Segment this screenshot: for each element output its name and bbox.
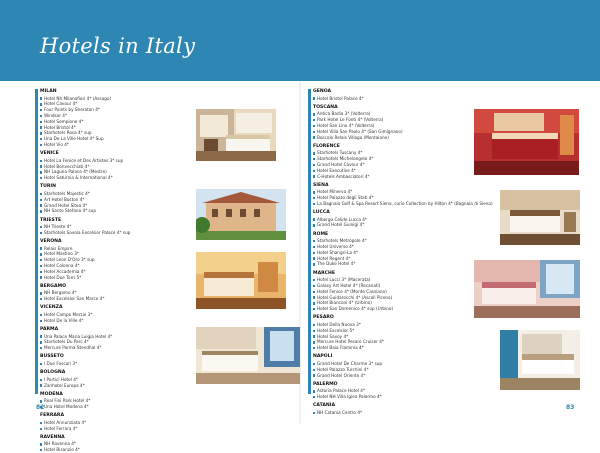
bullet-icon bbox=[40, 449, 42, 451]
bullet-icon bbox=[313, 203, 315, 205]
hotel-name: Grand Hotel Sitea 4* bbox=[43, 202, 88, 208]
bullet-icon bbox=[40, 271, 42, 273]
bullet-icon bbox=[313, 308, 315, 310]
hotel-name: Hotel Leon D'Oro 3* sup bbox=[43, 257, 95, 263]
hotel-name: NH Santo Stefano 4* sup bbox=[43, 208, 97, 214]
hotel-name: Zanhotel Europa 4* bbox=[43, 382, 85, 388]
hotel-photo-villa-exterior bbox=[196, 189, 286, 240]
hotel-list-item bbox=[313, 345, 463, 351]
hotel-name: Windsor 4* bbox=[43, 112, 68, 118]
hotel-name: Una Palace Maria Luigia Hotel 4* bbox=[43, 333, 113, 339]
hotel-name: Hotel Palazzo degli Stati 4* bbox=[316, 195, 374, 201]
hotel-list-item bbox=[313, 222, 463, 228]
city-heading: CATANIA bbox=[313, 403, 336, 409]
hotel-list-item bbox=[40, 275, 198, 281]
hotel-name: Boscolo Relais Villaga (Montaione) bbox=[316, 134, 389, 140]
hotel-photo-bright-room bbox=[500, 330, 580, 390]
city-heading: ROME bbox=[313, 231, 329, 237]
hotel-list-item bbox=[313, 174, 463, 180]
bullet-icon bbox=[313, 335, 315, 337]
bullet-icon bbox=[40, 126, 42, 128]
bullet-icon bbox=[313, 131, 315, 133]
hotel-name: Hotel Bristol Palace 4* bbox=[316, 95, 364, 101]
hotel-name: Hotel Saturnia & International 4* bbox=[43, 175, 113, 181]
hotel-name: Mercure Parma Stendhal 4* bbox=[43, 345, 102, 351]
bullet-icon bbox=[313, 136, 315, 138]
page-title: Hotels in Italy bbox=[40, 34, 196, 58]
city-heading: GENOA bbox=[313, 89, 332, 94]
bullet-icon bbox=[313, 330, 315, 332]
hotel-name: Una De La Ville Hotel 4* Sup bbox=[43, 136, 104, 142]
bullet-icon bbox=[40, 265, 42, 267]
hotel-name: Starhotels Metropole 4* bbox=[316, 238, 367, 244]
hotel-list-item bbox=[40, 142, 198, 148]
hotel-photo-warm-room bbox=[196, 252, 286, 309]
left-accent-bar bbox=[35, 89, 38, 394]
bullet-icon bbox=[40, 341, 42, 343]
city-heading: TOSCANA bbox=[313, 104, 338, 110]
bullet-icon bbox=[40, 379, 42, 381]
bullet-icon bbox=[313, 170, 315, 172]
hotel-name: Art Hotel Boston 4* bbox=[43, 196, 85, 202]
hotel-list-item bbox=[313, 410, 463, 416]
hotel-name: Hotel Savoy 4* bbox=[316, 333, 349, 339]
hotel-name: Hotel Sempione 4* bbox=[43, 118, 84, 124]
bullet-icon bbox=[313, 152, 315, 154]
hotel-name: Starhotels Tuscany 4* bbox=[316, 150, 363, 156]
bullet-icon bbox=[313, 224, 315, 226]
bullet-icon bbox=[40, 226, 42, 228]
bullet-icon bbox=[313, 197, 315, 199]
hotel-photo-classic-room bbox=[500, 190, 580, 245]
bullet-icon bbox=[40, 171, 42, 173]
bullet-icon bbox=[40, 177, 42, 179]
bullet-icon bbox=[313, 175, 315, 177]
hotel-name: Hotel Lucci 3* (Macerata) bbox=[316, 277, 371, 283]
hotel-list-item bbox=[313, 135, 463, 141]
hotel-name: Hotel San Domenico 4* sup (Urbino) bbox=[316, 306, 394, 312]
hotel-name: C-Hotels Ambasciatori 4* bbox=[316, 173, 370, 179]
hotel-name: Hotel Della Nuova 3* bbox=[316, 322, 361, 327]
hotel-name: Hotel Excelsior 5* bbox=[316, 327, 355, 333]
bullet-icon bbox=[40, 160, 42, 162]
hotel-name: Una Hotel Modena 4* bbox=[43, 404, 89, 410]
hotel-name: Hotel Palazzo Turchini 4* bbox=[316, 366, 369, 372]
hotel-name: Hotel Bisanzio 4* bbox=[43, 447, 80, 453]
bullet-icon bbox=[40, 204, 42, 206]
bullet-icon bbox=[313, 158, 315, 160]
bullet-icon bbox=[40, 298, 42, 300]
hotel-name: Hotel Minerva 4* bbox=[316, 189, 353, 195]
hotel-name: Starhotels Savoia Excelsior Palace 4* sup bbox=[43, 229, 131, 235]
bullet-icon bbox=[40, 320, 42, 322]
hotel-name: I Due Foscari 3* bbox=[43, 360, 78, 366]
hotel-list-item bbox=[313, 306, 463, 312]
hotel-name: Hotel San Lino 4* (Volterra) bbox=[316, 122, 375, 128]
hotel-name: NH Ravenna 4* bbox=[43, 441, 76, 447]
bullet-icon bbox=[40, 253, 42, 255]
hotel-name: Hotel Shangri-La 4* bbox=[316, 249, 358, 255]
hotel-name: Hotel Bristol 4* bbox=[43, 124, 76, 130]
city-heading: RAVENNA bbox=[40, 434, 65, 440]
hotel-name: Hotel Executive 4* bbox=[316, 167, 356, 173]
city-heading: LUCCA bbox=[313, 210, 330, 216]
hotel-name: La Bagnaia Golf & Spa Resort Siena, curio Collection by Hilton 4* (Bagnaia di Siena) bbox=[316, 200, 493, 206]
hotel-list-item bbox=[313, 96, 463, 102]
bullet-icon bbox=[313, 396, 315, 398]
bullet-icon bbox=[40, 314, 42, 316]
hotel-list-item bbox=[40, 361, 198, 367]
city-heading: BERGAMO bbox=[40, 283, 66, 289]
bullet-icon bbox=[313, 341, 315, 343]
hotel-name: Four Points by Sheraton 4* bbox=[43, 107, 101, 113]
hotel-name: Albergo Celide Lucca 4* bbox=[316, 216, 368, 222]
bullet-icon bbox=[313, 369, 315, 371]
city-heading: VENICE bbox=[40, 151, 59, 157]
hotel-list-item bbox=[40, 383, 198, 389]
hotel-name: Mercure Hotel Pesaro Cruiser 4* bbox=[316, 339, 384, 345]
hotel-name: Hotel La Fenice et Des Artistes 3* sup bbox=[43, 157, 124, 163]
hotel-name: NH Bergamo 4* bbox=[43, 290, 77, 296]
page-number-right: 83 bbox=[566, 404, 575, 411]
bullet-icon bbox=[313, 296, 315, 298]
hotel-photo-twin-room bbox=[196, 327, 300, 384]
hotel-name: Hotel Accademia 4* bbox=[43, 268, 86, 274]
bullet-icon bbox=[40, 400, 42, 402]
bullet-icon bbox=[40, 210, 42, 212]
hotel-photo-red-suite bbox=[474, 109, 579, 175]
bullet-icon bbox=[313, 191, 315, 193]
bullet-icon bbox=[313, 113, 315, 115]
bullet-icon bbox=[313, 257, 315, 259]
bullet-icon bbox=[313, 125, 315, 127]
bullet-icon bbox=[40, 193, 42, 195]
hotel-name: Hotel NH Villa Igiea Palermo 4* bbox=[316, 394, 382, 400]
bullet-icon bbox=[40, 132, 42, 134]
bullet-icon bbox=[313, 363, 315, 365]
city-heading: SIENA bbox=[313, 182, 329, 188]
bullet-icon bbox=[313, 263, 315, 265]
city-heading: NAPOLI bbox=[313, 354, 333, 360]
city-heading: PALERMO bbox=[313, 381, 338, 387]
hotel-list-item bbox=[313, 200, 493, 207]
bullet-icon bbox=[313, 252, 315, 254]
bullet-icon bbox=[40, 335, 42, 337]
hotel-name: NH Catania Centro 4* bbox=[316, 409, 363, 415]
hotel-name: Hotel Vio 4* bbox=[43, 141, 69, 147]
bullet-icon bbox=[313, 412, 315, 414]
hotel-name: Starhotels Rosa 4* sup bbox=[43, 130, 92, 136]
bullet-icon bbox=[313, 119, 315, 121]
hotel-name: Antica Badia 3* (Volterra) bbox=[316, 111, 371, 117]
bullet-icon bbox=[313, 240, 315, 242]
hotel-list-item bbox=[40, 447, 198, 453]
bullet-icon bbox=[40, 292, 42, 294]
bullet-icon bbox=[40, 443, 42, 445]
bullet-icon bbox=[40, 363, 42, 365]
hotel-name: Hotel Bonvecchiati 4* bbox=[43, 163, 90, 169]
hotel-list-item bbox=[40, 426, 198, 432]
city-heading: VICENZA bbox=[40, 305, 63, 311]
hotel-list-item bbox=[313, 261, 463, 267]
hotel-name: Hotel Ferrara 4* bbox=[43, 425, 78, 431]
hotel-name: Grand Hotel De Charme 3* sup bbox=[316, 360, 383, 366]
bullet-icon bbox=[40, 121, 42, 123]
hotel-list-item bbox=[40, 230, 198, 236]
hotel-name: Grand Hotel Cavour 4* bbox=[316, 161, 365, 167]
hotel-name: Relais Empire bbox=[43, 245, 73, 251]
city-heading: PESARO bbox=[313, 315, 334, 321]
hotel-name: Park Hotel Le Fonti 4* (Volterra) bbox=[316, 117, 384, 123]
hotel-photo-pink-room bbox=[474, 260, 580, 318]
hotel-name: Starhotels Du Parc 4* bbox=[43, 339, 89, 345]
city-heading: FERRARA bbox=[40, 413, 64, 419]
bullet-icon bbox=[40, 276, 42, 278]
hotel-name: Hotel Colonna 4* bbox=[43, 263, 80, 269]
hotel-photo-bedroom-wood bbox=[196, 109, 276, 161]
bullet-icon bbox=[313, 164, 315, 166]
bullet-icon bbox=[313, 374, 315, 376]
bullet-icon bbox=[40, 138, 42, 140]
hotel-name: Hotel Bianconi 4* (Urbino) bbox=[316, 300, 372, 306]
bullet-icon bbox=[313, 390, 315, 392]
bullet-icon bbox=[313, 279, 315, 281]
bullet-icon bbox=[40, 103, 42, 105]
hotel-list-item bbox=[40, 175, 198, 181]
city-heading: TRIESTE bbox=[40, 217, 62, 223]
hotel-name: Hotel Fenice 4* (Monte Cassiano) bbox=[316, 288, 387, 294]
bullet-icon bbox=[40, 97, 42, 99]
hotel-name: Galaxy Art Hotel 4* (Recanati) bbox=[316, 283, 381, 289]
hotel-name: Hotel Cavour 4* bbox=[43, 101, 78, 107]
hotel-name: Hotel Mastino 3* bbox=[43, 251, 79, 257]
title-banner bbox=[0, 0, 600, 81]
hotel-name: Hotel Regent 4* bbox=[316, 255, 351, 261]
hotel-name: NH Laguna Palace 4* (Mestre) bbox=[43, 169, 107, 175]
bullet-icon bbox=[40, 115, 42, 117]
hotel-name: Starhotels Michelangelo 4* bbox=[316, 156, 374, 162]
bullet-icon bbox=[40, 165, 42, 167]
hotel-name: NH Trieste 4* bbox=[43, 224, 72, 230]
city-heading: VERONA bbox=[40, 239, 62, 245]
bullet-icon bbox=[40, 232, 42, 234]
hotel-name: Hotel Universo 4* bbox=[316, 244, 354, 250]
hotel-name: Astoria Palace Hotel 4* bbox=[316, 388, 366, 394]
hotel-name: Grand Hotel Guinigi 4* bbox=[316, 222, 365, 228]
bullet-icon bbox=[40, 109, 42, 111]
hotel-list-item bbox=[313, 394, 463, 400]
bullet-icon bbox=[313, 285, 315, 287]
hotel-name: Grand Hotel Oriente 4* bbox=[316, 372, 366, 378]
hotel-list-item bbox=[40, 318, 198, 324]
page-number-left: 82 bbox=[36, 404, 45, 411]
hotel-list-item bbox=[313, 373, 463, 379]
bullet-icon bbox=[40, 199, 42, 201]
hotel-name: The Duke Hotel 4* bbox=[316, 261, 356, 267]
hotel-list-item bbox=[40, 404, 198, 410]
city-heading: TURIN bbox=[40, 184, 56, 190]
hotel-list-item bbox=[40, 208, 198, 214]
hotel-name: Hotel Excelsior San Marco 4* bbox=[43, 296, 105, 302]
hotel-name: Starhotels Majestic 4* bbox=[43, 190, 90, 196]
bullet-icon bbox=[313, 291, 315, 293]
bullet-icon bbox=[313, 324, 315, 326]
city-heading: MARCHE bbox=[313, 270, 336, 276]
bullet-icon bbox=[313, 246, 315, 248]
hotel-list-item bbox=[40, 345, 198, 351]
bullet-icon bbox=[40, 428, 42, 430]
city-heading: MODENA bbox=[40, 391, 63, 397]
city-heading: PARMA bbox=[40, 327, 59, 332]
hotel-name: Hotel Campo Marzio 3* bbox=[43, 312, 93, 318]
hotel-name: Hotel Annunziata 4* bbox=[43, 419, 87, 425]
hotel-name: Hotel Due Torri 5* bbox=[43, 274, 82, 280]
bullet-icon bbox=[40, 384, 42, 386]
hotel-name: Hotel Villa San Paolo 4* (San Gimignano) bbox=[316, 128, 403, 134]
bullet-icon bbox=[40, 347, 42, 349]
bullet-icon bbox=[40, 259, 42, 261]
hotel-name: Hotel Baia Flaminia 4* bbox=[316, 345, 364, 351]
city-heading: BOLOGNA bbox=[40, 370, 66, 376]
city-heading: MILAN bbox=[40, 89, 57, 94]
bullet-icon bbox=[313, 97, 315, 99]
bullet-icon bbox=[40, 247, 42, 249]
right-accent-bar bbox=[308, 89, 311, 394]
right-hotel-list bbox=[313, 89, 493, 416]
bullet-icon bbox=[313, 347, 315, 349]
city-heading: FLORENCE bbox=[313, 143, 340, 149]
hotel-name: Hotel Guidarocchi 4* (Ascoli Piceno) bbox=[316, 294, 393, 300]
hotel-list-item bbox=[40, 296, 198, 302]
hotel-name: Real Fini Park Hotel 4* bbox=[43, 398, 91, 404]
bullet-icon bbox=[313, 218, 315, 220]
bullet-icon bbox=[40, 144, 42, 146]
hotel-name: I Portici Hotel 4* bbox=[43, 376, 78, 382]
hotel-name: Hotel Nh Milanofiori 4* (Assago) bbox=[43, 95, 112, 101]
hotel-name: Hotel De la Ville 4* bbox=[43, 317, 84, 323]
bullet-icon bbox=[313, 302, 315, 304]
left-hotel-list bbox=[40, 89, 198, 453]
city-heading: BUSSETO bbox=[40, 354, 64, 360]
